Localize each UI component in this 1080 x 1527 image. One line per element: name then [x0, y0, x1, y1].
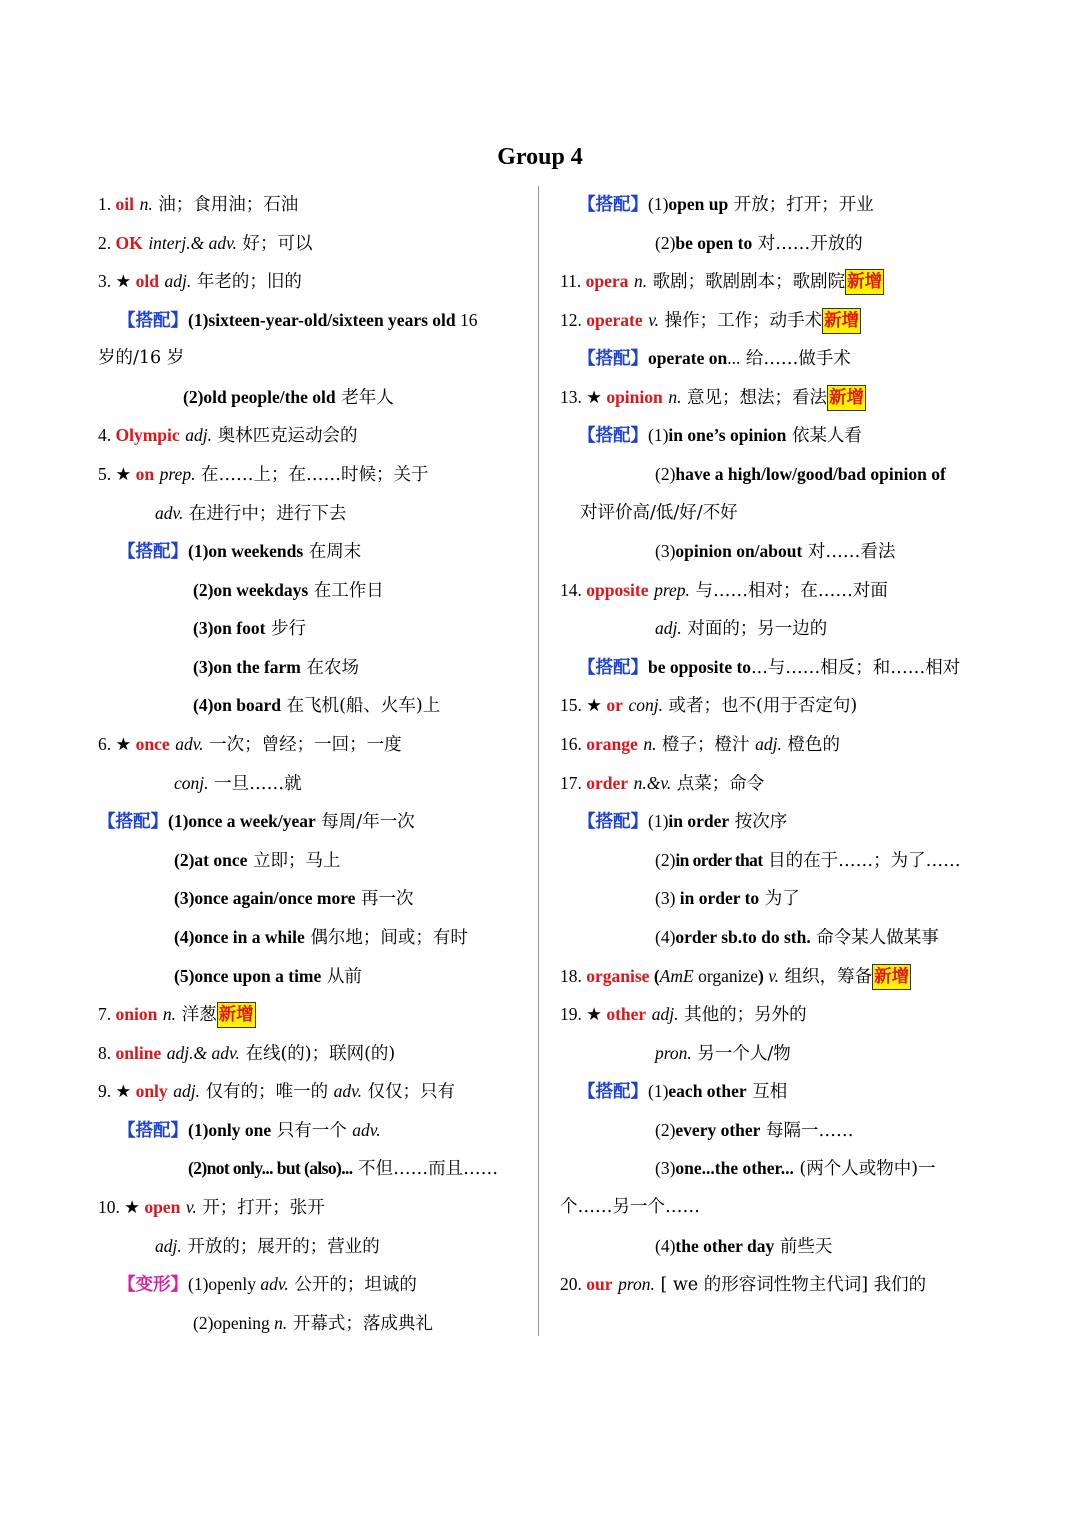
collocation-line: (3)one...the other... (两个人或物中)一: [655, 1158, 936, 1179]
collocation-tag: 【搭配】: [578, 1082, 648, 1102]
headword: onion: [115, 1004, 158, 1024]
entry-order: 17. order n.&v. 点菜；命令: [560, 773, 765, 794]
collocation-line: (2)on weekdays 在工作日: [193, 580, 384, 601]
headword: other: [606, 1004, 647, 1024]
collocation-line: (3)once again/once more 再一次: [174, 888, 414, 909]
collocation-tag: 【搭配】: [118, 311, 188, 331]
entry-only: 9. ★ only adj. 仅有的；唯一的 adv. 仅仅；只有: [98, 1081, 456, 1102]
entry-old: 3. ★ old adj. 年老的；旧的: [98, 271, 302, 292]
entry-online: 8. online adj.& adv. 在线(的)；联网(的): [98, 1043, 396, 1064]
headword: opera: [585, 271, 629, 291]
entry-opinion: 13. ★ opinion n. 意见；想法；看法 新增: [560, 384, 866, 411]
headword: our: [586, 1274, 613, 1294]
headword: opinion: [606, 387, 663, 407]
entry-our: 20. our pron. [ we 的形容词性物主代词] 我们的: [560, 1274, 927, 1295]
sense-line: pron. 另一个人/物: [655, 1043, 791, 1064]
collocation-line: (4)once in a while 偶尔地；间或；有时: [174, 927, 468, 948]
entry-oil: 1. oil n. 油；食用油；石油: [98, 194, 299, 215]
collocation-line: 【搭配】(1)on weekends 在周末: [118, 541, 362, 562]
new-badge: 新增: [845, 269, 884, 295]
collocation-continuation: 岁的/16 岁: [98, 348, 185, 368]
entry-opera: 11. opera n. 歌剧；歌剧剧本；歌剧院 新增: [560, 268, 884, 295]
sense-line: adj. 开放的；展开的；营业的: [155, 1236, 380, 1257]
entry-once: 6. ★ once adv. 一次；曾经；一回；一度: [98, 734, 402, 755]
collocation-line: (4)order sb.to do sth. 命令某人做某事: [655, 927, 939, 948]
new-badge: 新增: [822, 308, 861, 334]
sense-line: conj. 一旦……就: [174, 773, 302, 794]
headword: open: [144, 1197, 181, 1217]
collocation-line: 【搭配】(1)once a week/year 每周/年一次: [98, 811, 415, 832]
headword: online: [115, 1043, 162, 1063]
new-badge: 新增: [872, 964, 911, 990]
sense-line: adv. 在进行中；进行下去: [155, 503, 347, 524]
page-title: Group 4: [497, 144, 583, 170]
collocation-line: (2)old people/the old 老年人: [183, 387, 394, 408]
entry-organise: 18. organise (AmE organize) v. 组织，筹备 新增: [560, 963, 911, 990]
headword: opposite: [586, 580, 649, 600]
entry-onion: 7. onion n. 洋葱 新增: [98, 1001, 256, 1028]
collocation-tag: 【搭配】: [118, 1121, 188, 1141]
headword: on: [135, 464, 155, 484]
headword: operate: [586, 310, 643, 330]
collocation-line: (3)on the farm 在农场: [193, 657, 359, 678]
collocation-tag: 【搭配】: [578, 658, 648, 678]
variant-line: 【变形】(1)openly adv. 公开的；坦诚的: [118, 1274, 417, 1295]
headword: only: [135, 1081, 168, 1101]
collocation-line: (4)the other day 前些天: [655, 1236, 833, 1257]
collocation-line: (2)every other 每隔一……: [655, 1120, 854, 1141]
collocation-line: 【搭配】(1)sixteen-year-old/sixteen years old 16: [118, 310, 478, 331]
entry-opposite: 14. opposite prep. 与……相对；在……对面: [560, 580, 888, 601]
headword: oil: [115, 194, 134, 214]
variant-tag: 【变形】: [118, 1275, 188, 1295]
column-divider: [538, 186, 539, 1336]
entry-operate: 12. operate v. 操作；工作；动手术 新增: [560, 307, 861, 334]
collocation-line: 【搭配】operate on... 给……做手术: [578, 348, 851, 369]
headword: organise: [586, 966, 650, 986]
headword: old: [135, 271, 159, 291]
headword: Olympic: [115, 425, 180, 445]
headword: or: [606, 695, 623, 715]
collocation-line: (3)opinion on/about 对……看法: [655, 541, 896, 562]
headword: once: [135, 734, 170, 754]
collocation-continuation: 个……另一个……: [560, 1197, 700, 1217]
sense-line: adj. 对面的；另一边的: [655, 618, 828, 639]
entry-or: 15. ★ or conj. 或者；也不(用于否定句): [560, 695, 858, 716]
collocation-line: (2)have a high/low/good/bad opinion of: [655, 464, 946, 484]
entry-other: 19. ★ other adj. 其他的；另外的: [560, 1004, 807, 1025]
collocation-tag: 【搭配】: [578, 812, 648, 832]
collocation-line: 【搭配】(1)open up 开放；打开；开业: [578, 194, 874, 215]
collocation-line: (3) in order to 为了: [655, 888, 800, 909]
entry-ok: 2. OK interj.& adv. 好；可以: [98, 233, 313, 254]
collocation-line: 【搭配】(1)in one’s opinion 依某人看: [578, 425, 862, 446]
collocation-line: (5)once upon a time 从前: [174, 966, 362, 987]
collocation-tag: 【搭配】: [118, 542, 188, 562]
new-badge: 新增: [827, 385, 866, 411]
headword: orange: [586, 734, 638, 754]
collocation-line: 【搭配】(1)in order 按次序: [578, 811, 788, 832]
variant-line: (2)opening n. 开幕式；落成典礼: [193, 1313, 433, 1334]
collocation-line: 【搭配】(1)only one 只有一个 adv.: [118, 1120, 381, 1141]
collocation-line: (2)be open to 对……开放的: [655, 233, 863, 254]
collocation-line: (4)on board 在飞机(船、火车)上: [193, 695, 441, 716]
new-badge: 新增: [217, 1002, 256, 1028]
headword: order: [586, 773, 629, 793]
collocation-tag: 【搭配】: [578, 195, 648, 215]
entry-open: 10. ★ open v. 开；打开；张开: [98, 1197, 325, 1218]
collocation-line: (2)in order that 目的在于……；为了……: [655, 850, 961, 871]
collocation-line: (2)not only... but (also)... 不但……而且……: [188, 1158, 499, 1179]
collocation-line: 【搭配】be opposite to...与……相反；和……相对: [578, 657, 961, 678]
collocation-tag: 【搭配】: [98, 812, 168, 832]
collocation-line: (3)on foot 步行: [193, 618, 306, 639]
entry-olympic: 4. Olympic adj. 奥林匹克运动会的: [98, 425, 358, 446]
entry-orange: 16. orange n. 橙子；橙汁 adj. 橙色的: [560, 734, 840, 755]
headword: OK: [115, 233, 143, 253]
collocation-line: 【搭配】(1)each other 互相: [578, 1081, 788, 1102]
collocation-line: (2)at once 立即；马上: [174, 850, 341, 871]
collocation-tag: 【搭配】: [578, 426, 648, 446]
entry-on: 5. ★ on prep. 在……上；在……时候；关于: [98, 464, 429, 485]
collocation-tag: 【搭配】: [578, 349, 648, 369]
collocation-continuation: 对评价高/低/好/不好: [580, 503, 738, 523]
